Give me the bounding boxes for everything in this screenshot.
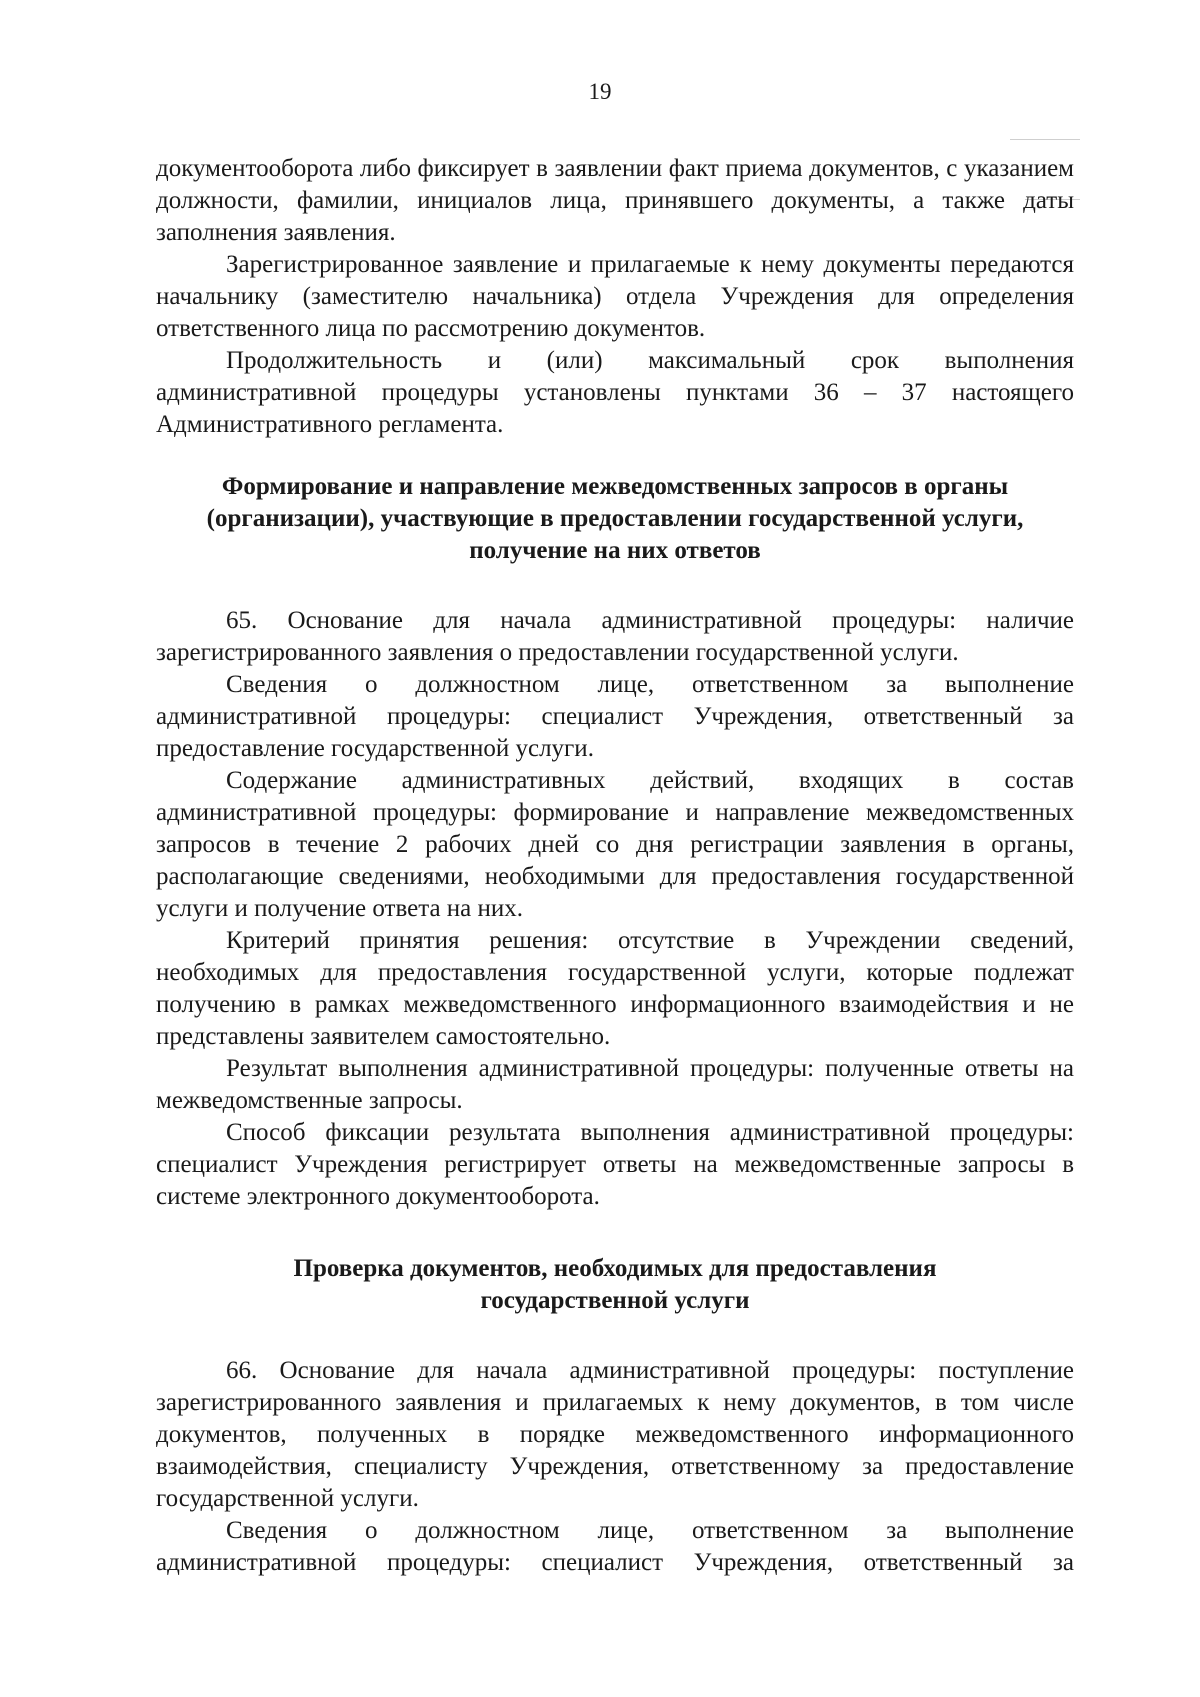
paragraph: документооборота либо фиксирует в заявлении факт приема документов, с указанием должности, фамилии, инициалов лица, принявшего документы, а также даты заполнения заявления. xyxy=(156,155,1074,246)
section-heading: Проверка документов, необходимых для предоставления государственной услуги xyxy=(293,1255,937,1314)
paragraph: Сведения о должностном лице, ответственном за выполнение административной процедуры: специалист Учреждения, ответственный за xyxy=(156,1517,1074,1576)
paragraph: Способ фиксации результата выполнения административной процедуры: специалист Учреждения регистрирует ответы на межведомственные запросы в системе электронного документооборота. xyxy=(156,1119,1074,1210)
paragraph: Зарегистрированное заявление и прилагаемые к нему документы передаются начальнику (заместителю начальника) отдела Учреждения для определения ответственного лица по рассмотрению документов. xyxy=(156,251,1074,342)
section-heading: Формирование и направление межведомственных запросов в органы (организации), участвующие в предоставлении государственной услуги, получение на них ответов xyxy=(206,473,1024,564)
paragraph: Результат выполнения административной процедуры: полученные ответы на межведомственные запросы. xyxy=(156,1055,1074,1114)
paragraph-65: 65. Основание для начала административной процедуры: наличие зарегистрированного заявления о предоставлении государственной услуги. xyxy=(156,607,1074,666)
document-body xyxy=(156,153,1074,1579)
paragraph: Содержание административных действий, входящих в состав административной процедуры: формирование и направление межведомственных запросов в течение 2 рабочих дней со дня регистрации заявления в органы, располагающие сведениями, необходимыми для предоставления государственной услуги и получение ответа на них. xyxy=(156,767,1074,922)
paragraph: Сведения о должностном лице, ответственном за выполнение административной процедуры: специалист Учреждения, ответственный за предоставление государственной услуги. xyxy=(156,671,1074,762)
page-number: 19 xyxy=(588,79,612,104)
paragraph-66: 66. Основание для начала административной процедуры: поступление зарегистрированного заявления и прилагаемых к нему документов, в том числе документов, полученных в порядке межведомственного информационного взаимодействия, специалисту Учреждения, ответственному за предоставление государственной услуги. xyxy=(156,1357,1074,1512)
scan-artifact xyxy=(1010,139,1080,140)
paragraph: Критерий принятия решения: отсутствие в Учреждении сведений, необходимых для предоставления государственной услуги, которые подлежат получению в рамках межведомственного информационного взаимодействия и не представлены заявителем самостоятельно. xyxy=(156,927,1074,1050)
paragraph: Продолжительность и (или) максимальный срок выполнения административной процедуры установлены пунктами 36 – 37 настоящего Административного регламента. xyxy=(156,347,1074,438)
